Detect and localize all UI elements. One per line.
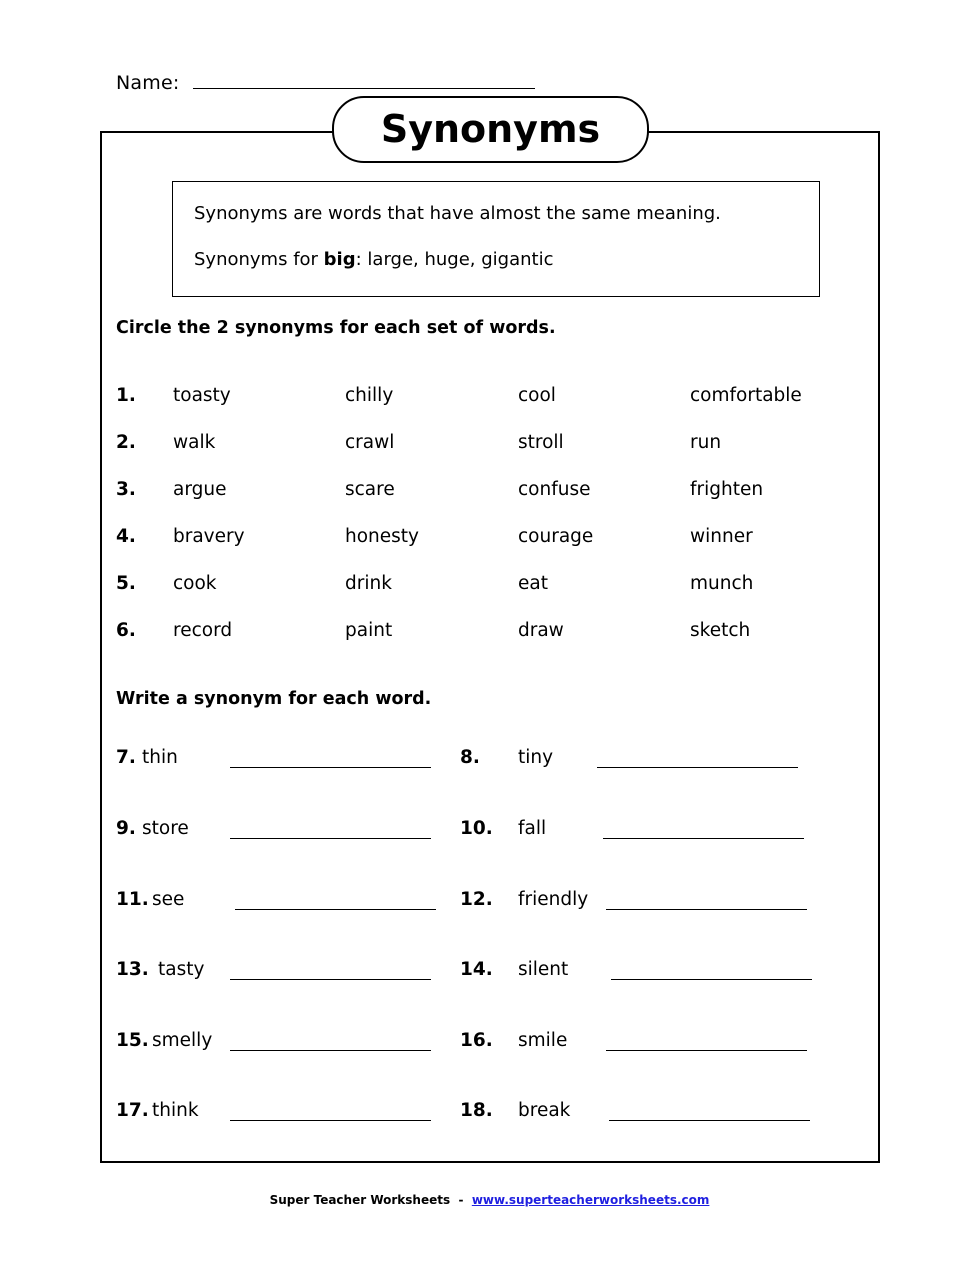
item-number: 4. [116, 526, 136, 547]
prompt-word: store [142, 818, 189, 839]
word-option[interactable]: chilly [345, 385, 394, 406]
name-line [116, 70, 535, 94]
example-prefix: Synonyms for [194, 249, 324, 270]
word-option[interactable]: run [690, 432, 722, 453]
word-option[interactable]: crawl [345, 432, 395, 453]
item-number: 3. [116, 479, 136, 500]
prompt-word: friendly [518, 889, 589, 910]
item-number: 5. [116, 573, 136, 594]
word-option[interactable]: confuse [518, 479, 591, 500]
answer-line[interactable] [606, 1050, 807, 1051]
write-row [0, 1100, 979, 1128]
page-title: Synonyms [332, 96, 649, 163]
prompt-word: tiny [518, 747, 554, 768]
word-option[interactable]: paint [345, 620, 393, 641]
answer-line[interactable] [230, 1050, 431, 1051]
word-option[interactable]: walk [173, 432, 216, 453]
item-number: 15. [116, 1030, 149, 1051]
prompt-word: fall [518, 818, 547, 839]
circle-row [0, 573, 979, 599]
item-number: 11. [116, 889, 149, 910]
item-number: 13. [116, 959, 149, 980]
item-number: 1. [116, 385, 136, 406]
prompt-word: smelly [152, 1030, 213, 1051]
word-option[interactable]: munch [690, 573, 754, 594]
item-number: 12. [460, 889, 493, 910]
answer-line[interactable] [230, 979, 431, 980]
footer [0, 1193, 979, 1207]
word-option[interactable]: courage [518, 526, 594, 547]
word-option[interactable]: bravery [173, 526, 245, 547]
word-option[interactable]: argue [173, 479, 227, 500]
answer-line[interactable] [603, 838, 804, 839]
item-number: 10. [460, 818, 493, 839]
write-row [0, 889, 979, 917]
write-row [0, 747, 979, 775]
example-text [194, 249, 553, 270]
word-option[interactable]: eat [518, 573, 548, 594]
footer-brand: Super Teacher Worksheets [269, 1193, 451, 1207]
answer-line[interactable] [606, 909, 807, 910]
prompt-word: thin [142, 747, 178, 768]
word-option[interactable]: record [173, 620, 233, 641]
item-number: 9. [116, 818, 136, 839]
item-number: 14. [460, 959, 493, 980]
definition-text: Synonyms are words that have almost the same meaning. [194, 203, 721, 224]
section2-instruction: Write a synonym for each word. [116, 689, 432, 709]
item-number: 8. [460, 747, 480, 768]
circle-row [0, 620, 979, 646]
name-blank-line [193, 70, 535, 89]
item-number: 7. [116, 747, 136, 768]
prompt-word: break [518, 1100, 571, 1121]
write-row [0, 818, 979, 846]
answer-line[interactable] [230, 767, 431, 768]
word-option[interactable]: stroll [518, 432, 564, 453]
item-number: 17. [116, 1100, 149, 1121]
answer-line[interactable] [611, 979, 812, 980]
write-row [0, 959, 979, 987]
intro-box [172, 181, 820, 297]
item-number: 16. [460, 1030, 493, 1051]
answer-line[interactable] [230, 838, 431, 839]
write-row [0, 1030, 979, 1058]
item-number: 18. [460, 1100, 493, 1121]
answer-line[interactable] [609, 1120, 810, 1121]
word-option[interactable]: cook [173, 573, 217, 594]
word-option[interactable]: sketch [690, 620, 751, 641]
word-option[interactable]: honesty [345, 526, 419, 547]
prompt-word: silent [518, 959, 569, 980]
answer-line[interactable] [230, 1120, 431, 1121]
item-number: 2. [116, 432, 136, 453]
circle-row [0, 526, 979, 552]
footer-separator: - [450, 1193, 472, 1207]
word-option[interactable]: toasty [173, 385, 231, 406]
example-word: big [323, 249, 356, 270]
item-number: 6. [116, 620, 136, 641]
example-suffix: : large, huge, gigantic [355, 249, 554, 270]
word-option[interactable]: winner [690, 526, 753, 547]
prompt-word: smile [518, 1030, 568, 1051]
answer-line[interactable] [235, 909, 436, 910]
word-option[interactable]: scare [345, 479, 395, 500]
word-option[interactable]: drink [345, 573, 392, 594]
name-label: Name: [116, 72, 180, 94]
circle-row [0, 385, 979, 411]
word-option[interactable]: draw [518, 620, 564, 641]
circle-row [0, 432, 979, 458]
word-option[interactable]: cool [518, 385, 556, 406]
prompt-word: think [152, 1100, 199, 1121]
answer-line[interactable] [597, 767, 798, 768]
footer-link[interactable]: www.superteacherworksheets.com [471, 1193, 710, 1207]
circle-row [0, 479, 979, 505]
word-option[interactable]: comfortable [690, 385, 802, 406]
word-option[interactable]: frighten [690, 479, 764, 500]
prompt-word: see [152, 889, 185, 910]
prompt-word: tasty [158, 959, 205, 980]
section1-instruction: Circle the 2 synonyms for each set of words. [116, 318, 556, 338]
